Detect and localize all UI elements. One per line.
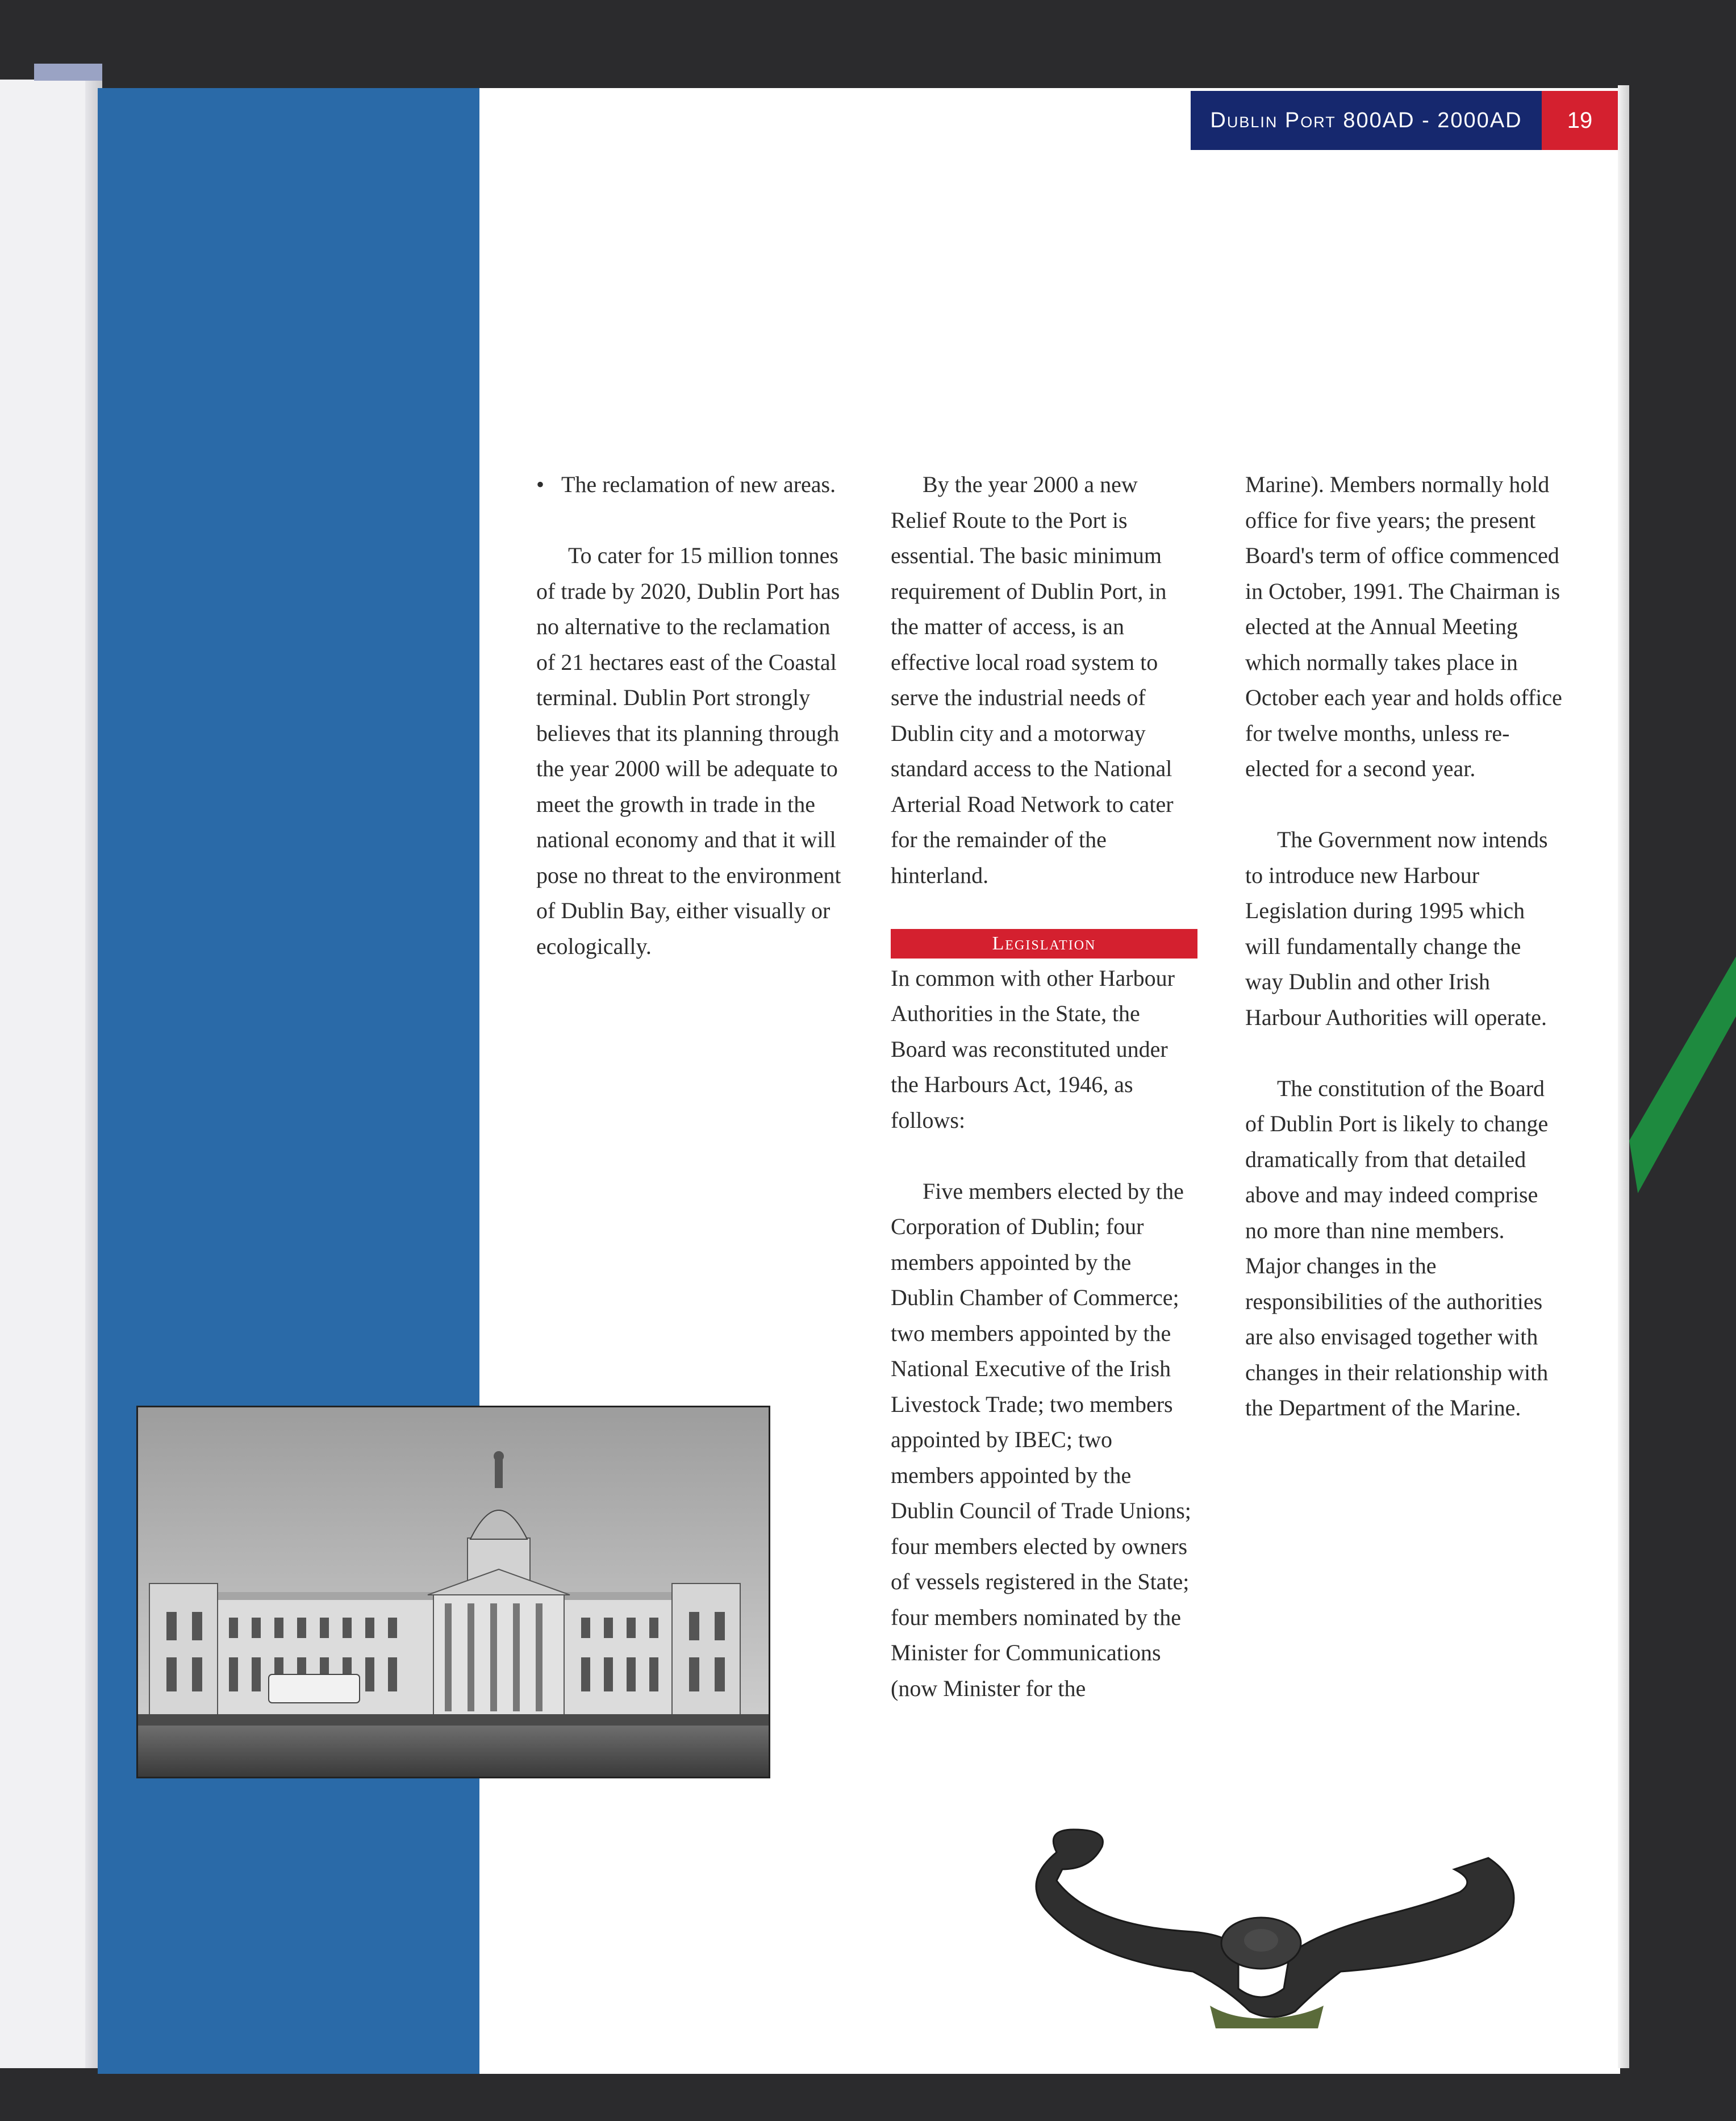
paragraph: To cater for 15 million tonnes of trade by 2020, Dublin Port has no alternative to the reclamation of 21 hectares east of the Coastal terminal. Dublin Port strongly believes that its planning through the year 2000 will be adequate to meet the growth in trade in the national economy and that it will pose no threat to the environment of Dublin Bay, either visually or ecologically. bbox=[536, 543, 841, 959]
custom-house-illustration bbox=[138, 1407, 769, 1777]
section-heading-legislation: Legislation bbox=[891, 929, 1197, 959]
bullet-icon: • bbox=[536, 472, 545, 497]
mooring-bollard-illustration bbox=[1023, 1818, 1545, 2034]
bullet-text: The reclamation of new areas. bbox=[561, 472, 836, 497]
green-decorative-stripe bbox=[1629, 955, 1736, 1193]
text-column-2 bbox=[891, 467, 1197, 1706]
paragraph: In common with other Harbour Authorities in the State, the Board was reconstituted under the Harbours Act, 1946, as follows: bbox=[891, 965, 1175, 1133]
text-column-1 bbox=[536, 467, 843, 964]
book-spine bbox=[34, 64, 102, 81]
paragraph: Marine). Members normally hold office for five years; the present Board's term of office commenced in October, 1991. The Chairman is elected at the Annual Meeting which normally takes place in October each year and holds office for twelve months, unless re-elected for a second year. bbox=[1245, 472, 1562, 781]
text-column-3 bbox=[1245, 467, 1563, 1426]
page-right-edge bbox=[1618, 85, 1629, 2068]
paragraph: The Government now intends to introduce new Harbour Legislation during 1995 which will fundamentally change the way Dublin and other Irish Harbour Authorities will operate. bbox=[1245, 827, 1548, 1030]
mooring-bollard-photo bbox=[1023, 1818, 1545, 2034]
running-header-title: Dublin Port 800AD - 2000AD bbox=[1210, 108, 1522, 132]
page-number: 19 bbox=[1567, 107, 1593, 133]
paragraph: By the year 2000 a new Relief Route to the Port is essential. The basic minimum requirement of Dublin Port, in the matter of access, is an effective local road system to serve the industrial needs of Dublin city and a motorway standard access to the National Arterial Road Network to cater for the remainder of the hinterland. bbox=[891, 472, 1174, 888]
paragraph: Five members elected by the Corporation of Dublin; four members appointed by the Dublin Chamber of Commerce; two members appointed by the National Executive of the Irish Livestock Trade; two members appointed by IBEC; two members appointed by the Dublin Council of Trade Unions; four members elected by owners of vessels registered in the State; four members nominated by the Minister for Communications (now Minister for the bbox=[891, 1178, 1191, 1701]
bullet-item bbox=[536, 467, 843, 503]
page-number-tab bbox=[1542, 91, 1618, 150]
custom-house-photo bbox=[136, 1406, 770, 1778]
paragraph: The constitution of the Board of Dublin Port is likely to change dramatically from that detailed above and may indeed comprise no more than nine members. Major changes in the responsibilities of the authorities are also envisaged together with changes in their relationship with the Department of the Marine. bbox=[1245, 1075, 1549, 1420]
running-header bbox=[1191, 91, 1542, 150]
